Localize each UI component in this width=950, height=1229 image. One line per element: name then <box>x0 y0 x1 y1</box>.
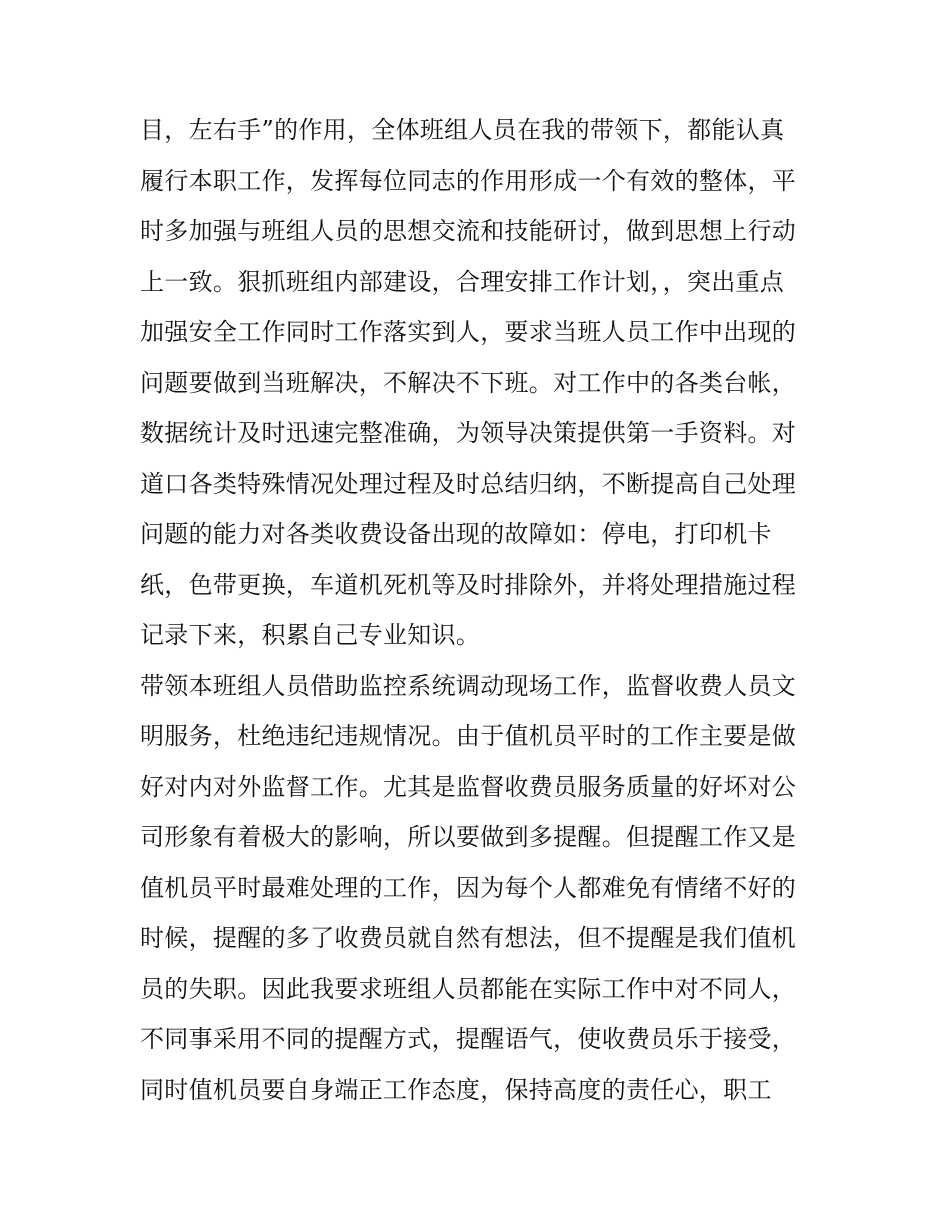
text-line: 时多加强与班组人员的思想交流和技能研讨，做到思想上行动 <box>140 217 797 245</box>
text-line: 纸，色带更换，车道机死机等及时排除外，并将处理措施过程 <box>140 570 797 599</box>
text-line: 值机员平时最难处理的工作，因为每个人都难免有情绪不好的 <box>140 873 797 902</box>
text-line: 明服务，杜绝违纪违规情况。由于值机员平时的工作主要是做 <box>140 722 797 750</box>
text-line: 员的失职。因此我要求班组人员都能在实际工作中对不同人， <box>140 974 797 1003</box>
text-line: 履行本职工作，发挥每位同志的作用形成一个有效的整体，平 <box>140 166 797 195</box>
text-line: 问题要做到当班解决，不解决不下班。对工作中的各类台帐， <box>140 368 797 397</box>
text-line: 记录下来，积累自己专业知识。 <box>140 621 481 649</box>
text-line: 不同事采用不同的提醒方式，提醒语气，使收费员乐于接受， <box>140 1025 797 1053</box>
text-line: 问题的能力对各类收费设备出现的故障如：停电，打印机卡 <box>140 520 772 548</box>
text-line: 加强安全工作同时工作落实到人，要求当班人员工作中出现的 <box>140 318 797 346</box>
text-line: 道口各类特殊情况处理过程及时总结归纳，不断提高自己处理 <box>140 469 797 498</box>
text-line: 好对内对外监督工作。尤其是监督收费员服务质量的好坏对公 <box>140 772 797 801</box>
text-line: 司形象有着极大的影响，所以要做到多提醒。但提醒工作又是 <box>140 823 797 851</box>
text-line: 同时值机员要自身端正工作态度，保持高度的责任心，职工 <box>140 1075 772 1104</box>
text-line: 上一致。狠抓班组内部建设，合理安排工作计划，，突出重点 <box>140 267 785 296</box>
text-line: 带领本班组人员借助监控系统调动现场工作，监督收费人员文 <box>140 671 797 700</box>
body-text <box>140 105 830 1115</box>
text-line: 数据统计及时迅速完整准确，为领导决策提供第一手资料。对 <box>140 419 797 447</box>
text-line: 目，左右手”的作用，全体班组人员在我的带领下，都能认真 <box>140 116 785 144</box>
text-line: 时候，提醒的多了收费员就自然有想法，但不提醒是我们值机 <box>140 924 797 952</box>
